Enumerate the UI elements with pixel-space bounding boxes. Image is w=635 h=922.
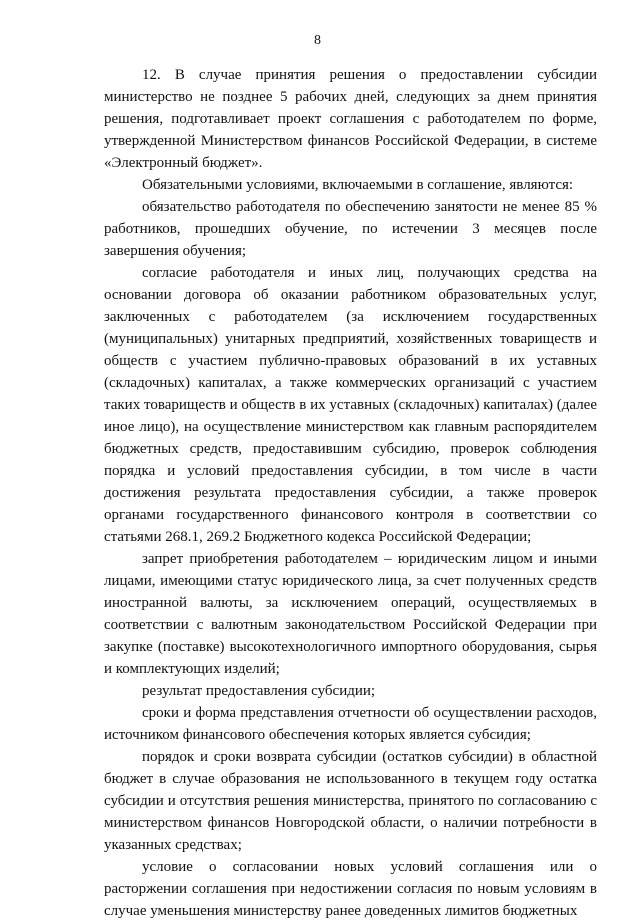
paragraph-reporting-terms: сроки и форма представления отчетности об осуществлении расходов, источником финансового обеспечения которых является субсидия; (104, 705, 597, 743)
paragraph-employment-obligation: обязательство работодателя по обеспечению занятости не менее 85 % работников, прошедших обучение, по истечении 3 месяцев после завершения обучения; (104, 199, 597, 259)
paragraph-mandatory-conditions: Обязательными условиями, включаемыми в соглашение, являются: (142, 177, 574, 193)
paragraph-refund-procedure: порядок и сроки возврата субсидии (остатков субсидии) в областной бюджет в случае образования не использованного в текущем году остатка субсидии и отсутствия решения министерства, принятого по согласованию с министерством финансов Новгородской области, о наличии потребности в указанных средствах; (104, 749, 597, 853)
document-body (104, 64, 597, 922)
page-number: 8 (314, 33, 321, 48)
paragraph-consent-to-inspections: согласие работодателя и иных лиц, получающих средства на основании договора об оказании работником образовательных услуг, заключенных с работодателем (за исключением государственных (муниципальных) унитарных предприятий, хозяйственных товариществ и обществ с участием публично-правовых образований в их уставных (складочных) капиталах, а также коммерческих организаций с участием таких товариществ и обществ в их уставных (складочных) капиталах) (далее иное лицо), на осуществление министерством как главным распорядителем бюджетных средств, предоставившим субсидию, проверок соблюдения порядка и условий предоставления субсидии, в том числе в части достижения результата предоставления субсидии, а также проверок органами государственного финансового контроля в соответствии со статьями 268.1, 269.2 Бюджетного кодекса Российской Федерации; (104, 265, 597, 545)
paragraph-agreement-amendment: условие о согласовании новых условий соглашения или о расторжении соглашения при недостижении согласия по новым условиям в случае уменьшения министерству ранее доведенных лимитов бюджетных (104, 859, 597, 919)
paragraph-currency-purchase-ban: запрет приобретения работодателем – юридическим лицом и иными лицами, имеющими статус юридического лица, за счет полученных средств иностранной валюты, за исключением операций, осуществляемых в соответствии с валютным законодательством Российской Федерации при закупке (поставке) высокотехнологичного импортного оборудования, сырья и комплектующих изделий; (104, 551, 597, 677)
paragraph-subsidy-decision: 12. В случае принятия решения о предоставлении субсидии министерство не позднее 5 рабочих дней, следующих за днем принятия решения, подготавливает проект соглашения с работодателем по форме, утвержденной Министерством финансов Российской Федерации, в системе «Электронный бюджет». (104, 67, 597, 171)
paragraph-subsidy-result: результат предоставления субсидии; (142, 683, 376, 699)
